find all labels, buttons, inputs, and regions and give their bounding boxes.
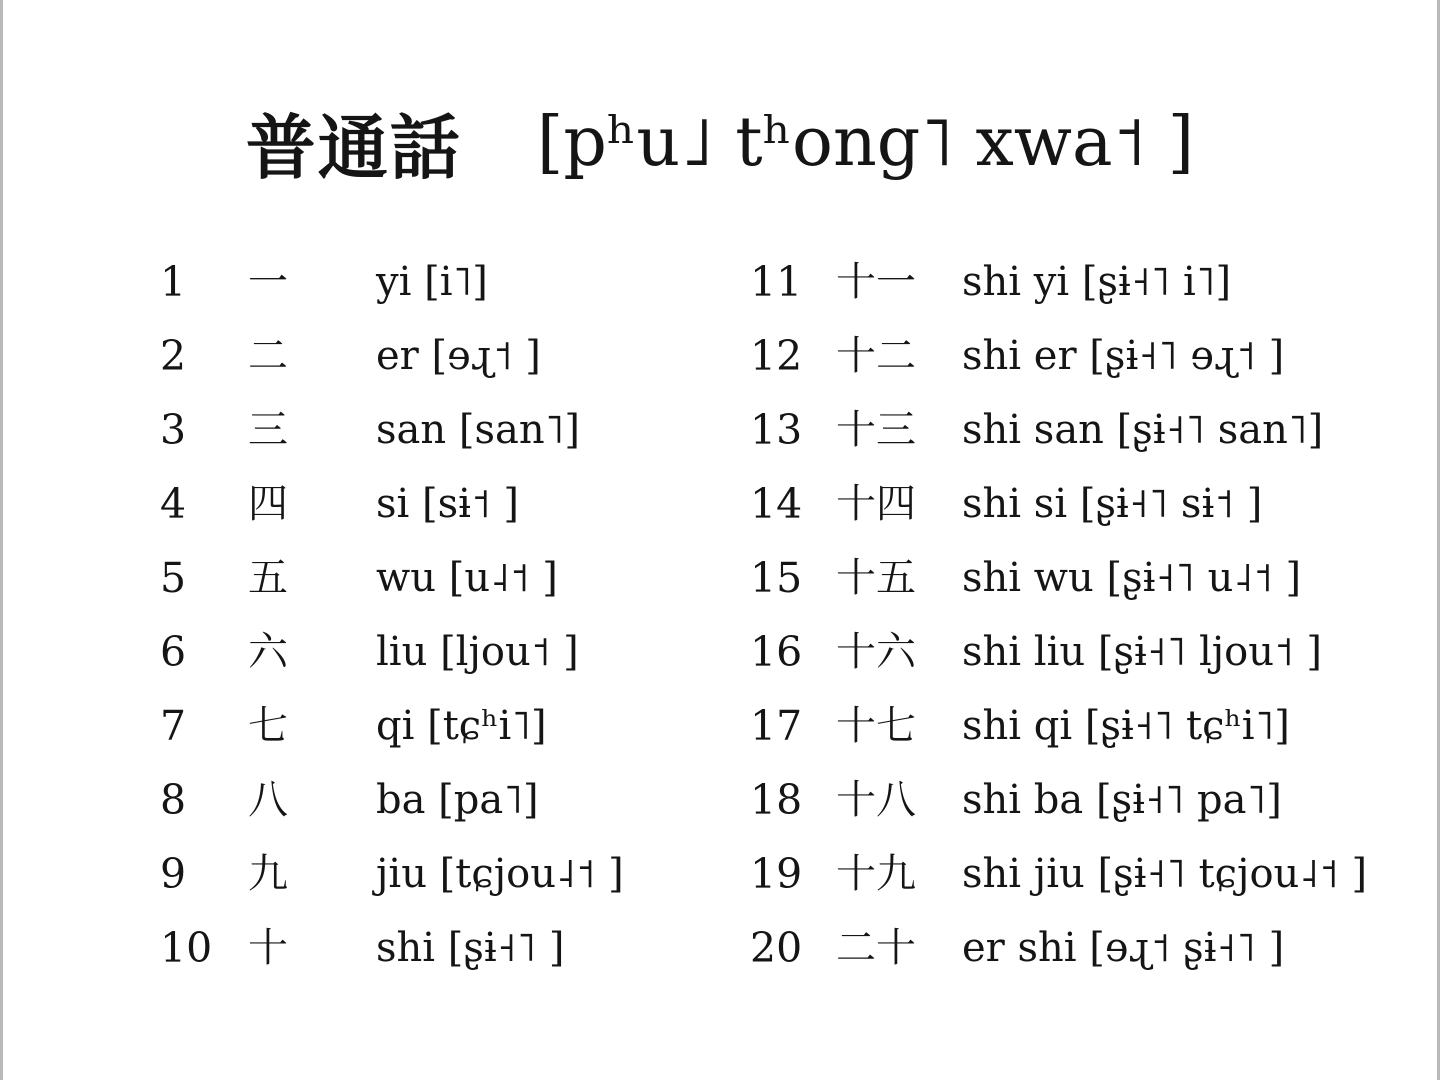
number-digit: 12: [750, 332, 803, 380]
number-row: [160, 763, 730, 837]
number-row: [750, 245, 1380, 319]
number-hanzi: 十二: [836, 333, 916, 379]
number-reading: shi jiu [ʂɨ˧˥ tɕjou˨˦ ]: [962, 851, 1368, 897]
number-reading: shi si [ʂɨ˧˥ sɨ˦ ]: [962, 481, 1263, 527]
number-hanzi: 十九: [836, 851, 916, 897]
number-hanzi: 十三: [836, 407, 916, 453]
number-reading: er shi [ɘɻ˦ ʂɨ˧˥ ]: [962, 925, 1285, 971]
number-reading: shi yi [ʂɨ˧˥ i˥]: [962, 259, 1232, 305]
number-row: [750, 763, 1380, 837]
number-row: [160, 393, 730, 467]
number-reading: er [ɘɻ˦ ]: [376, 333, 541, 379]
number-hanzi: 十八: [836, 777, 916, 823]
number-digit: 6: [160, 628, 187, 676]
number-digit: 2: [160, 332, 187, 380]
number-row: [750, 393, 1380, 467]
number-reading: qi [tɕʰi˥]: [376, 703, 547, 749]
number-digit: 3: [160, 406, 187, 454]
number-row: [750, 541, 1380, 615]
number-hanzi: 二十: [836, 925, 916, 971]
number-reading: shi san [ʂɨ˧˥ san˥]: [962, 407, 1324, 453]
number-hanzi: 四: [248, 481, 288, 527]
number-digit: 10: [160, 924, 213, 972]
page-title: [0, 92, 1440, 192]
title-ipa: [pʰu˩ tʰong˥ xwa˦ ]: [536, 103, 1195, 182]
number-row: [160, 319, 730, 393]
number-row: [160, 689, 730, 763]
number-reading: shi er [ʂɨ˧˥ ɘɻ˦ ]: [962, 333, 1285, 379]
number-digit: 16: [750, 628, 803, 676]
number-hanzi: 八: [248, 777, 288, 823]
number-digit: 13: [750, 406, 803, 454]
number-hanzi: 九: [248, 851, 288, 897]
number-reading: shi ba [ʂɨ˧˥ pa˥]: [962, 777, 1282, 823]
number-hanzi: 十七: [836, 703, 916, 749]
number-row: [750, 837, 1380, 911]
number-hanzi: 七: [248, 703, 288, 749]
number-row: [750, 467, 1380, 541]
number-reading: ba [pa˥]: [376, 777, 539, 823]
number-digit: 20: [750, 924, 803, 972]
title-hanzi: 普通話: [245, 107, 462, 189]
number-digit: 4: [160, 480, 187, 528]
number-reading: liu [ljou˦ ]: [376, 629, 579, 675]
number-hanzi: 六: [248, 629, 288, 675]
number-reading: shi wu [ʂɨ˧˥ u˨˦ ]: [962, 555, 1302, 601]
number-row: [750, 689, 1380, 763]
number-hanzi: 三: [248, 407, 288, 453]
number-digit: 15: [750, 554, 803, 602]
number-digit: 8: [160, 776, 187, 824]
number-reading: si [sɨ˦ ]: [376, 481, 520, 527]
number-digit: 19: [750, 850, 803, 898]
number-row: [750, 319, 1380, 393]
number-digit: 9: [160, 850, 187, 898]
number-row: [160, 615, 730, 689]
number-reading: jiu [tɕjou˨˦ ]: [376, 851, 624, 897]
number-list-1-to-10: [160, 245, 730, 985]
number-reading: shi [ʂɨ˧˥ ]: [376, 925, 565, 971]
number-reading: shi qi [ʂɨ˧˥ tɕʰi˥]: [962, 703, 1290, 749]
number-reading: wu [u˨˦ ]: [376, 555, 558, 601]
number-row: [160, 911, 730, 985]
number-row: [160, 467, 730, 541]
number-row: [750, 911, 1380, 985]
number-hanzi: 十一: [836, 259, 916, 305]
number-digit: 17: [750, 702, 803, 750]
number-row: [160, 837, 730, 911]
number-digit: 5: [160, 554, 187, 602]
number-row: [160, 245, 730, 319]
number-reading: yi [i˥]: [376, 259, 488, 305]
number-hanzi: 十六: [836, 629, 916, 675]
number-row: [750, 615, 1380, 689]
number-reading: san [san˥]: [376, 407, 580, 453]
number-digit: 7: [160, 702, 187, 750]
number-digit: 1: [160, 258, 187, 306]
number-list-11-to-20: [750, 245, 1380, 985]
number-digit: 11: [750, 258, 803, 306]
number-hanzi: 五: [248, 555, 288, 601]
number-hanzi: 一: [248, 259, 288, 305]
number-hanzi: 十: [248, 925, 288, 971]
number-digit: 14: [750, 480, 803, 528]
number-reading: shi liu [ʂɨ˧˥ ljou˦ ]: [962, 629, 1323, 675]
number-digit: 18: [750, 776, 803, 824]
number-row: [160, 541, 730, 615]
number-hanzi: 二: [248, 333, 288, 379]
number-hanzi: 十四: [836, 481, 916, 527]
number-hanzi: 十五: [836, 555, 916, 601]
